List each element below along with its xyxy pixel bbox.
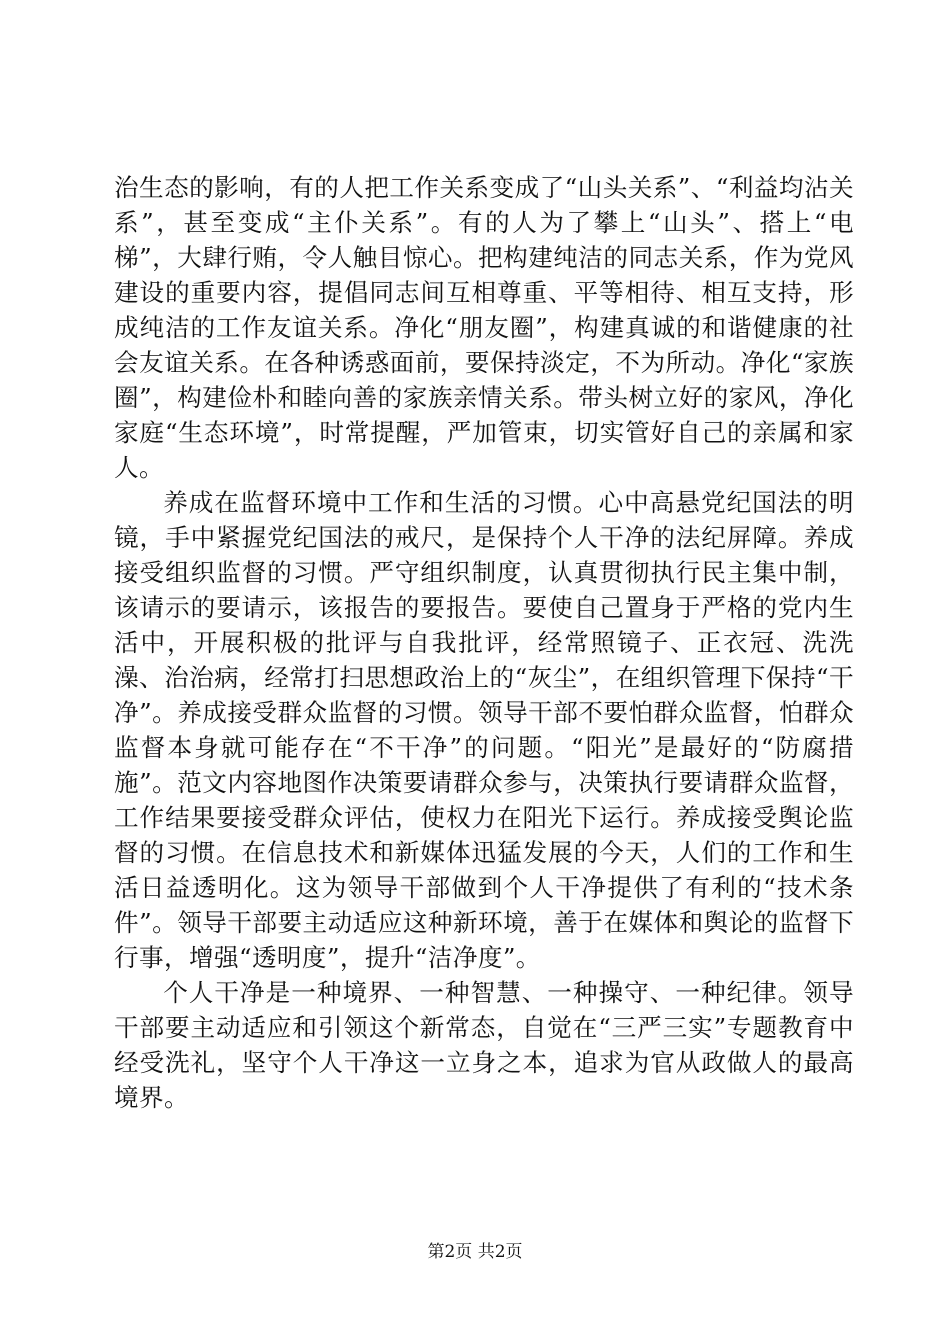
body-text <box>114 170 854 1115</box>
paragraph-continuation: 治生态的影响，有的人把工作关系变成了“山头关系”、“利益均沾关系”，甚至变成“主仆关系”。有的人为了攀上“山头”、搭上“电梯”，大肆行贿，令人触目惊心。把构建纯洁的同志关系，作为党风建设的重要内容，提倡同志间互相尊重、平等相待、相互支持，形成纯洁的工作友谊关系。净化“朋友圈”，构建真诚的和谐健康的社会友谊关系。在各种诱惑面前，要保持淡定，不为所动。净化“家族圈”，构建俭朴和睦向善的家族亲情关系。带头树立好的家风，净化家庭“生态环境”，时常提醒，严加管束，切实管好自己的亲属和家人。 <box>114 173 854 482</box>
paragraph-supervision-habit: 养成在监督环境中工作和生活的习惯。心中高悬党纪国法的明镜，手中紧握党纪国法的戒尺，是保持个人干净的法纪屏障。养成接受组织监督的习惯。严守组织制度，认真贯彻执行民主集中制，该请示的要请示，该报告的要报告。要使自己置身于严格的党内生活中，开展积极的批评与自我批评，经常照镜子、正衣冠、洗洗澡、治治病，经常打扫思想政治上的“灰尘”，在组织管理下保持“干净”。养成接受群众监督的习惯。领导干部不要怕群众监督，怕群众监督本身就可能存在“不干净”的问题。“阳光”是最好的“防腐措施”。范文内容地图作决策要请群众参与，决策执行要请群众监督，工作结果要接受群众评估，使权力在阳光下运行。养成接受舆论监督的习惯。在信息技术和新媒体迅猛发展的今天，人们的工作和生活日益透明化。这为领导干部做到个人干净提供了有利的“技术条件”。领导干部要主动适应这种新环境，善于在媒体和舆论的监督下行事，增强“透明度”，提升“洁净度”。 <box>114 488 854 972</box>
paragraph-conclusion: 个人干净是一种境界、一种智慧、一种操守、一种纪律。领导干部要主动适应和引领这个新常态，自觉在“三严三实”专题教育中经受洗礼，坚守个人干净这一立身之本，追求为官从政做人的最高境界。 <box>114 978 854 1112</box>
page-number-footer: 第2页 共2页 <box>427 1242 523 1262</box>
